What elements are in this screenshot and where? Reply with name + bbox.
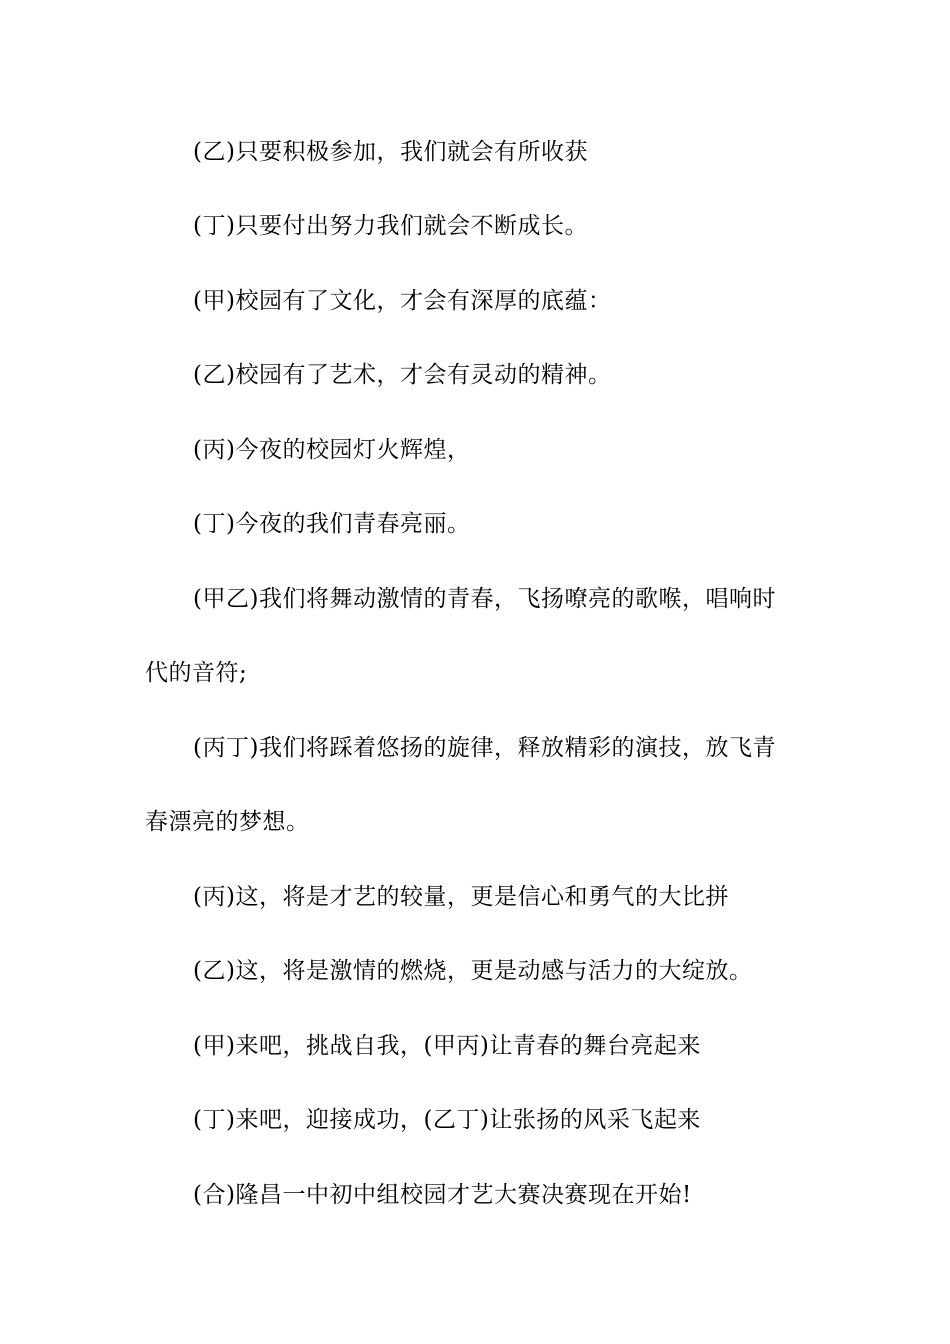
text-line: (甲)校园有了文化，才会有深厚的底蕴：	[193, 288, 612, 314]
text-line: 春漂亮的梦想。	[145, 809, 310, 835]
text-line: (合)隆昌一中初中组校园才艺大赛决赛现在开始!	[193, 1182, 692, 1208]
text-line: 代的音符;	[145, 660, 248, 686]
text-line: (丙)这，将是才艺的较量，更是信心和勇气的大比拼	[193, 884, 729, 910]
text-line: (丁)今夜的我们青春亮丽。	[193, 511, 471, 537]
text-line: (乙)这，将是激情的燃烧，更是动感与活力的大绽放。	[193, 958, 753, 984]
text-line: (乙)校园有了艺术，才会有灵动的精神。	[193, 362, 612, 388]
text-line: (丁)来吧，迎接成功，(乙丁)让张扬的风采飞起来	[193, 1107, 701, 1133]
text-line: (乙)只要积极参加，我们就会有所收获	[193, 139, 588, 165]
text-line: (丁)只要付出努力我们就会不断成长。	[193, 213, 588, 239]
text-line: (甲)来吧，挑战自我，(甲丙)让青春的舞台亮起来	[193, 1033, 701, 1059]
text-line: (丙丁)我们将踩着悠扬的旋律，释放精彩的演技，放飞青	[193, 735, 776, 761]
text-line: (丙)今夜的校园灯火辉煌，	[193, 437, 471, 463]
text-line: (甲乙)我们将舞动激情的青春，飞扬嘹亮的歌喉，唱响时	[193, 586, 776, 612]
